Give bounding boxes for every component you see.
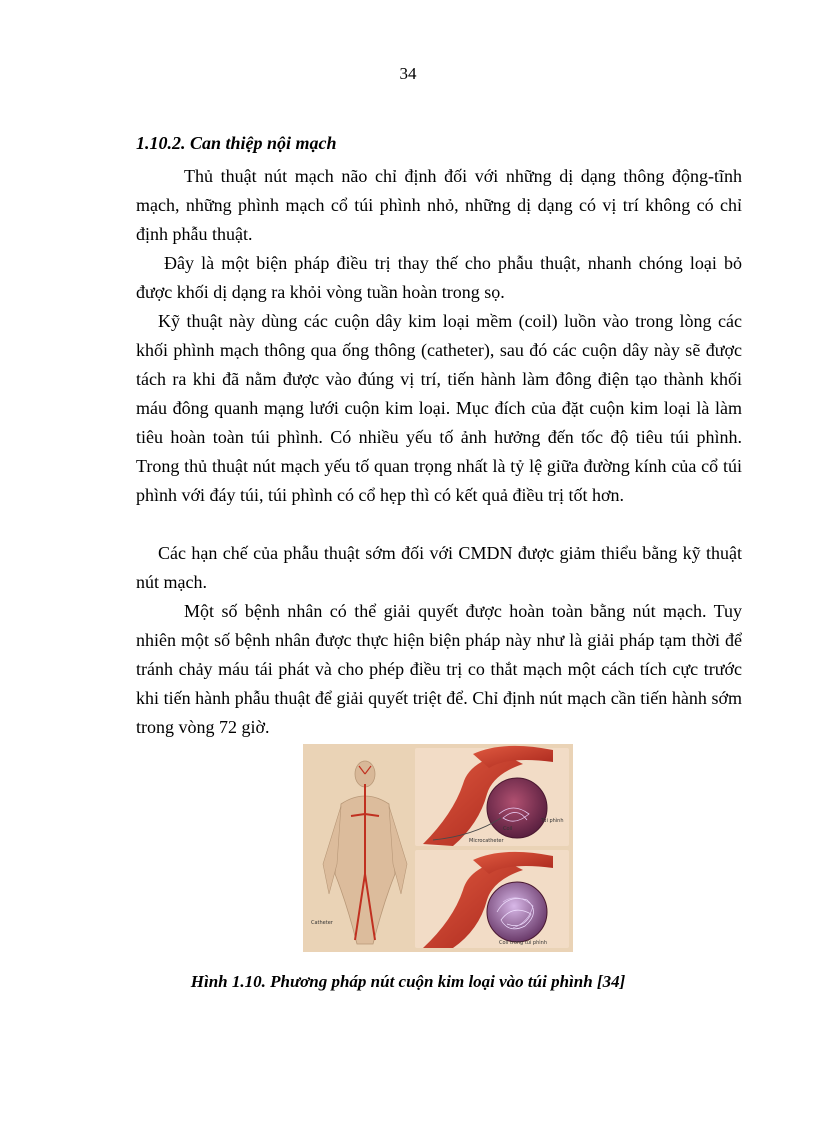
aneurysm-bottom-panel — [415, 850, 569, 948]
aneurysm-top-panel — [415, 746, 569, 846]
paragraph-4: Các hạn chế của phẫu thuật sớm đối với CMDN được giảm thiểu bằng kỹ thuật nút mạch. — [136, 543, 742, 592]
paragraph-3: Kỹ thuật này dùng các cuộn dây kim loại mềm (coil) luồn vào trong lòng các khối phình mạch thông qua ống thông (catheter), sau đó các cuộn dây này sẽ được tách ra khi đã nằm được vào đúng vị trí, tiến hành làm đông điện tạo thành khối máu đông quanh mạng lưới cuộn kim loại. Mục đích của đặt cuộn kim loại là làm tiêu hoàn toàn túi phình. Có nhiều yếu tố ảnh hưởng đến tốc độ tiêu túi phình. Trong thủ thuật nút mạch yếu tố quan trọng nhất là tỷ lệ giữa đường kính của cổ túi phình với đáy túi, túi phình có cổ hẹp thì có kết quả điều trị tốt hơn. — [136, 311, 742, 505]
paragraph-5: Một số bệnh nhân có thể giải quyết được hoàn toàn bằng nút mạch. Tuy nhiên một số bệnh nhân được thực hiện biện pháp này như là giải pháp tạm thời để tránh chảy máu tái phát và cho phép điều trị co thắt mạch một cách tích cực trước khi tiến hành phẫu thuật để giải quyết triệt để. Chỉ định nút mạch cần tiến hành sớm trong vòng 72 giờ. — [136, 601, 742, 737]
section-heading: 1.10.2. Can thiệp nội mạch — [136, 133, 337, 153]
paragraph-2: Đây là một biện pháp điều trị thay thế cho phẫu thuật, nhanh chóng loại bỏ được khối dị dạng ra khỏi vòng tuần hoàn trong sọ. — [136, 253, 742, 302]
figure-illustration — [303, 744, 573, 952]
paragraph-1: Thủ thuật nút mạch não chỉ định đối với những dị dạng thông động-tĩnh mạch, những phình mạch cổ túi phình nhỏ, những dị dạng có vị trí không có chỉ định phẫu thuật. — [136, 166, 742, 244]
label-catheter: Catheter — [311, 920, 333, 926]
label-coil: Coil — [503, 826, 513, 832]
label-tui-phinh: Túi phình — [541, 818, 564, 824]
figure-caption: Hình 1.10. Phương pháp nút cuộn kim loại vào túi phình [34] — [190, 972, 626, 991]
coil-embolization-figure — [303, 744, 573, 952]
page-number: 34 — [399, 64, 417, 83]
label-microcatheter: Microcatheter — [469, 838, 504, 844]
label-coil-trong-tui-phinh: Coil trong túi phình — [499, 940, 547, 946]
